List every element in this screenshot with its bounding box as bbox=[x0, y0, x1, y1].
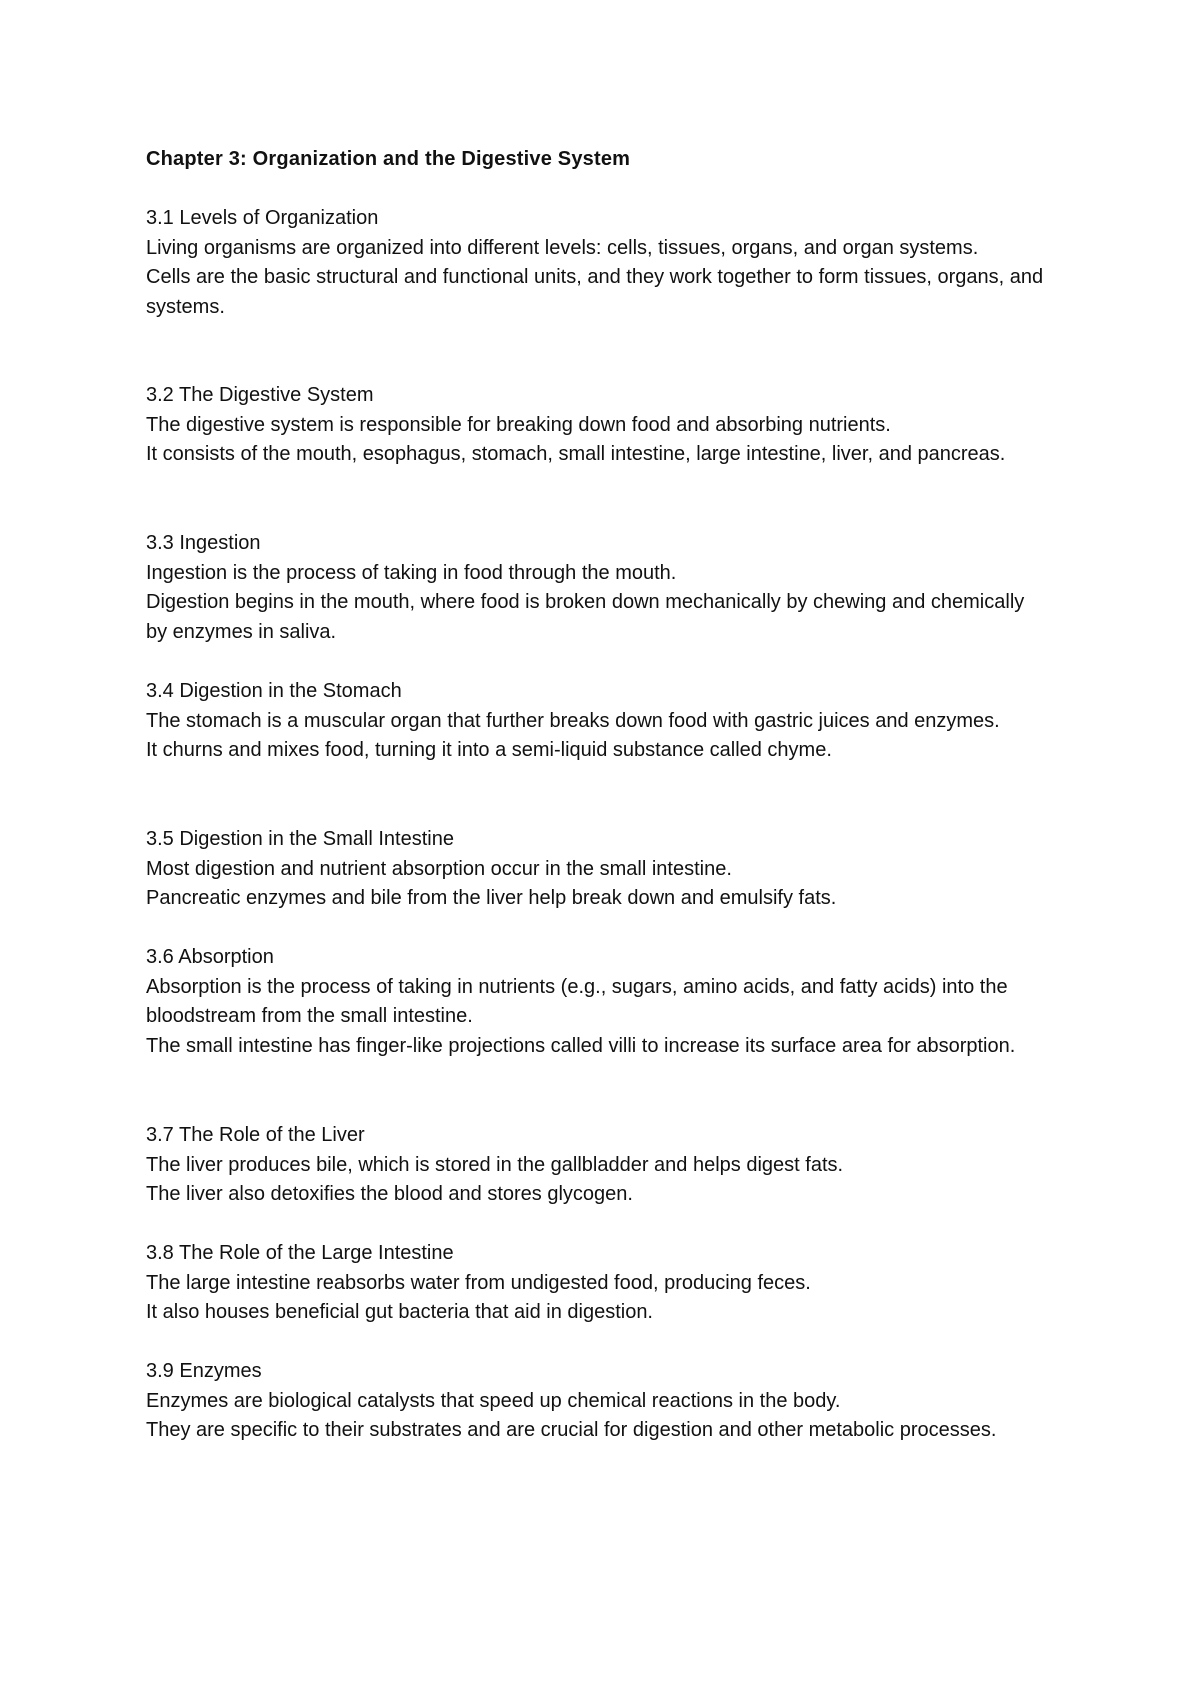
section-role-of-the-liver bbox=[146, 1121, 1046, 1210]
section-paragraph: Ingestion is the process of taking in food through the mouth. bbox=[146, 561, 677, 584]
section-paragraph: Enzymes are biological catalysts that speed up chemical reactions in the body. bbox=[146, 1389, 841, 1412]
section-paragraph: Cells are the basic structural and functional units, and they work together to form tissues, organs, and systems. bbox=[146, 266, 1044, 318]
section-paragraph: Digestion begins in the mouth, where food is broken down mechanically by chewing and chemically by enzymes in saliva. bbox=[146, 591, 1025, 643]
section-paragraph: The liver produces bile, which is stored in the gallbladder and helps digest fats. bbox=[146, 1153, 844, 1176]
section-paragraph: It churns and mixes food, turning it into a semi-liquid substance called chyme. bbox=[146, 739, 832, 761]
section-digestive-system bbox=[146, 381, 1046, 470]
section-paragraph: The liver also detoxifies the blood and stores glycogen. bbox=[146, 1183, 633, 1205]
section-heading: 3.4 Digestion in the Stomach bbox=[146, 680, 402, 702]
section-paragraph: The small intestine has finger-like projections called villi to increase its surface area for absorption. bbox=[146, 1034, 1016, 1057]
section-paragraph: Absorption is the process of taking in nutrients (e.g., sugars, amino acids, and fatty acids) into the bloodstream from the small intestine. bbox=[146, 975, 1008, 1027]
section-paragraph: It also houses beneficial gut bacteria that aid in digestion. bbox=[146, 1301, 653, 1323]
section-heading: 3.9 Enzymes bbox=[146, 1360, 262, 1382]
section-paragraph: Most digestion and nutrient absorption occur in the small intestine. bbox=[146, 857, 732, 880]
section-heading: 3.3 Ingestion bbox=[146, 532, 261, 554]
section-heading: 3.5 Digestion in the Small Intestine bbox=[146, 828, 454, 850]
section-paragraph: The digestive system is responsible for breaking down food and absorbing nutrients. bbox=[146, 413, 891, 436]
section-heading: 3.6 Absorption bbox=[146, 946, 274, 968]
section-digestion-in-the-small-intestine bbox=[146, 825, 1046, 914]
section-paragraph: They are specific to their substrates and are crucial for digestion and other metabolic processes. bbox=[146, 1419, 997, 1441]
section-paragraph: It consists of the mouth, esophagus, stomach, small intestine, large intestine, liver, and pancreas. bbox=[146, 443, 1006, 465]
section-role-of-the-large-intestine bbox=[146, 1239, 1046, 1328]
section-heading: 3.1 Levels of Organization bbox=[146, 207, 379, 229]
section-enzymes bbox=[146, 1357, 1046, 1446]
section-paragraph: Pancreatic enzymes and bile from the liver help break down and emulsify fats. bbox=[146, 887, 837, 909]
section-ingestion bbox=[146, 529, 1046, 647]
section-heading: 3.7 The Role of the Liver bbox=[146, 1124, 365, 1146]
section-paragraph: The stomach is a muscular organ that further breaks down food with gastric juices and enzymes. bbox=[146, 709, 1000, 732]
section-paragraph: The large intestine reabsorbs water from undigested food, producing feces. bbox=[146, 1271, 811, 1294]
page-title: Chapter 3: Organization and the Digestive System bbox=[146, 148, 631, 170]
section-paragraph: Living organisms are organized into different levels: cells, tissues, organs, and organ systems. bbox=[146, 236, 979, 259]
section-digestion-in-the-stomach bbox=[146, 677, 1046, 766]
section-absorption bbox=[146, 943, 1046, 1061]
section-heading: 3.2 The Digestive System bbox=[146, 384, 374, 406]
section-heading: 3.8 The Role of the Large Intestine bbox=[146, 1242, 454, 1264]
section-levels-of-organization bbox=[146, 204, 1046, 322]
